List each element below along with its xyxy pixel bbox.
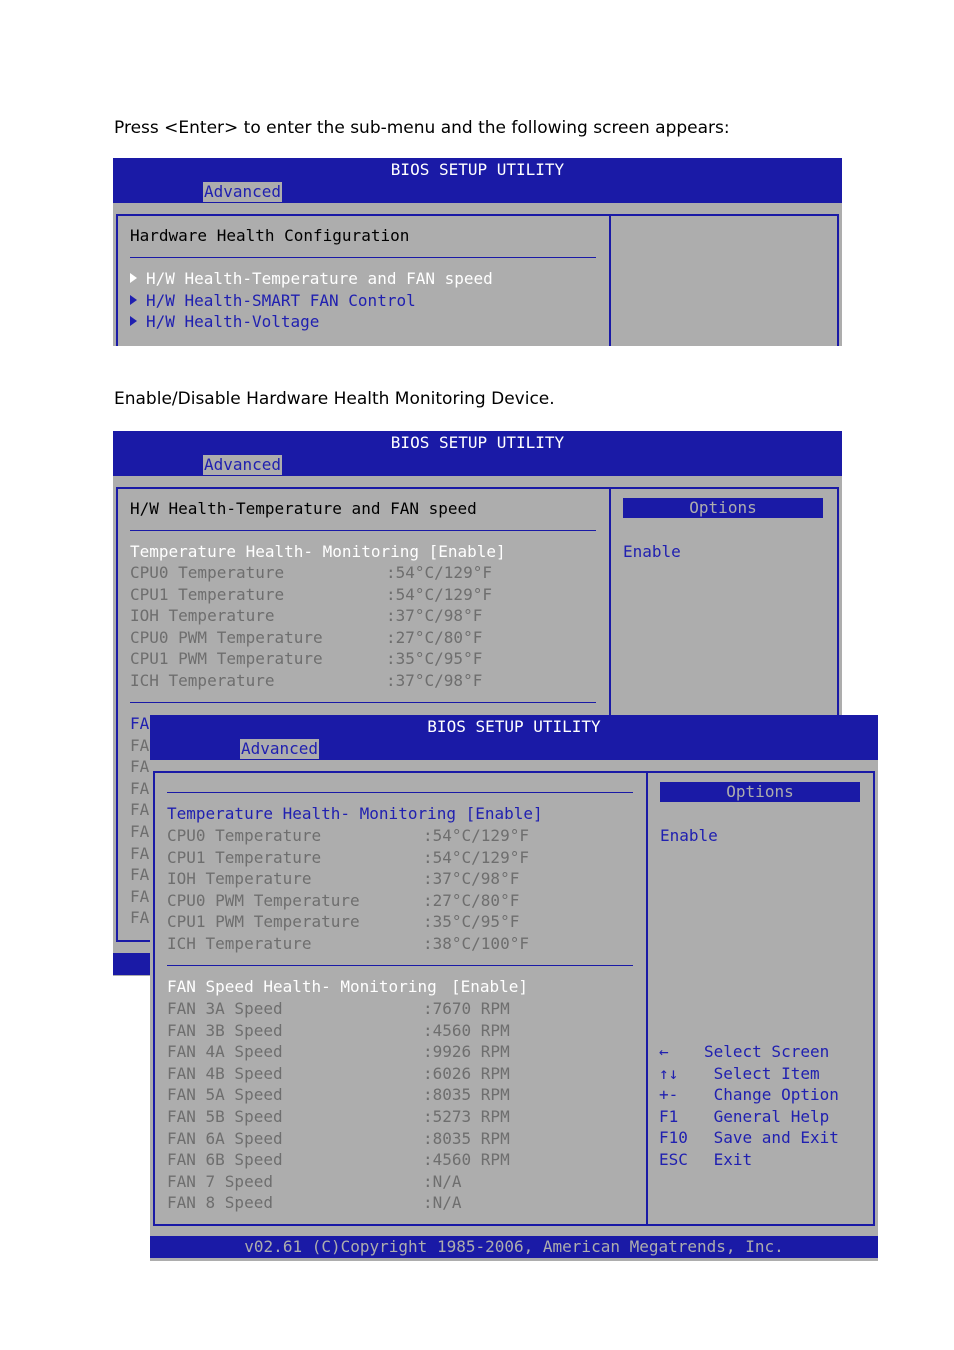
fan-row-stub: FA bbox=[130, 735, 150, 755]
temp-label: CPU0 PWM Temperature bbox=[130, 627, 323, 647]
bios-title: BIOS SETUP UTILITY bbox=[150, 715, 878, 738]
divider bbox=[130, 530, 596, 531]
temp-monitoring-setting[interactable]: Temperature Health- Monitoring [Enable] bbox=[167, 804, 543, 823]
bios-title: BIOS SETUP UTILITY bbox=[113, 158, 842, 181]
divider bbox=[167, 792, 633, 793]
fan-speed-label: FAN 7 Speed bbox=[167, 1171, 273, 1191]
fan-speed-label: FAN 5A Speed bbox=[167, 1085, 283, 1105]
help-key: ← bbox=[659, 1042, 669, 1061]
fan-speed-label: FAN 3B Speed bbox=[167, 1020, 283, 1040]
fan-speed-label: FAN 3A Speed bbox=[167, 999, 283, 1018]
bios-screen-temp-fan-full bbox=[150, 715, 878, 1261]
options-header: Options bbox=[623, 498, 823, 518]
temp-value: :54°C/129°F bbox=[423, 847, 529, 867]
fan-speed-value: :N/A bbox=[423, 1193, 462, 1213]
help-text: Select Screen bbox=[704, 1042, 830, 1061]
tab-advanced[interactable]: Advanced bbox=[241, 739, 319, 758]
fan-row-stub: FA bbox=[130, 886, 150, 906]
fan-row-stub: FA bbox=[130, 843, 150, 863]
submenu-arrow-icon bbox=[130, 295, 137, 305]
temp-value: :54°C/129°F bbox=[386, 584, 492, 604]
fan-speed-label: FAN 6A Speed bbox=[167, 1128, 283, 1148]
fan-speed-value: :N/A bbox=[423, 1171, 462, 1191]
menu-bar bbox=[150, 738, 878, 760]
temp-value: :35°C/95°F bbox=[423, 912, 520, 932]
temp-value: :54°C/129°F bbox=[423, 826, 529, 845]
temp-value: :54°C/129°F bbox=[386, 563, 492, 582]
tab-advanced[interactable]: Advanced bbox=[204, 455, 282, 474]
fan-monitoring-value[interactable]: [Enable] bbox=[451, 977, 529, 996]
help-key: ESC bbox=[659, 1150, 688, 1169]
fan-speed-value: :8035 RPM bbox=[423, 1128, 510, 1148]
temp-label: CPU0 Temperature bbox=[130, 563, 285, 582]
help-text: Select Item bbox=[704, 1063, 820, 1083]
temp-label: IOH Temperature bbox=[167, 869, 312, 889]
fan-row-stub: FA bbox=[130, 778, 150, 798]
fan-speed-value: :5273 RPM bbox=[423, 1107, 510, 1126]
help-text: Change Option bbox=[704, 1085, 839, 1105]
help-text: Save and Exit bbox=[704, 1128, 839, 1148]
fan-speed-value: :4560 RPM bbox=[423, 1020, 510, 1040]
menu-item-temp-fan[interactable]: H/W Health-Temperature and FAN speed bbox=[130, 268, 493, 290]
options-value: Enable bbox=[623, 542, 681, 561]
divider bbox=[130, 257, 596, 258]
temp-label: CPU0 Temperature bbox=[167, 826, 322, 845]
submenu-arrow-icon bbox=[130, 273, 137, 283]
temp-label: CPU0 PWM Temperature bbox=[167, 890, 360, 910]
footer-copyright: v02.61 (C)Copyright 1985-2006, American Megatrends, Inc. bbox=[150, 1236, 878, 1258]
tab-advanced[interactable]: Advanced bbox=[204, 182, 282, 201]
temp-label: CPU1 Temperature bbox=[167, 847, 322, 867]
options-value: Enable bbox=[660, 826, 718, 845]
fan-speed-label: FAN 4A Speed bbox=[167, 1042, 283, 1062]
help-key: ↑↓ bbox=[659, 1063, 679, 1083]
temp-value: :35°C/95°F bbox=[386, 649, 483, 669]
fan-row-stub: FA bbox=[130, 800, 150, 820]
fan-speed-value: :8035 RPM bbox=[423, 1085, 510, 1105]
temp-value: :37°C/98°F bbox=[386, 671, 483, 690]
help-panel bbox=[609, 214, 839, 346]
menu-bar bbox=[113, 181, 842, 203]
fan-speed-value: :7670 RPM bbox=[423, 999, 510, 1018]
intro-text: Press <Enter> to enter the sub-menu and the following screen appears: bbox=[114, 118, 730, 138]
divider bbox=[130, 702, 596, 703]
menu-bar bbox=[113, 454, 842, 476]
temp-label: CPU1 PWM Temperature bbox=[130, 649, 323, 669]
fan-row-stub: FA bbox=[130, 822, 150, 841]
fan-row-stub: FA bbox=[130, 757, 150, 777]
menu-item-smart-fan[interactable]: H/W Health-SMART FAN Control bbox=[130, 290, 416, 312]
fan-monitoring-setting[interactable] bbox=[167, 976, 437, 998]
options-header: Options bbox=[660, 782, 860, 802]
temp-value: :27°C/80°F bbox=[386, 627, 483, 647]
fan-speed-label: FAN 8 Speed bbox=[167, 1193, 273, 1213]
fan-speed-label: FAN 5B Speed bbox=[167, 1107, 283, 1126]
help-key: +- bbox=[659, 1085, 679, 1105]
fan-row-stub: FA bbox=[130, 865, 150, 885]
temp-value: :27°C/80°F bbox=[423, 890, 520, 910]
temp-label: CPU1 PWM Temperature bbox=[167, 912, 360, 932]
fan-speed-value: :4560 RPM bbox=[423, 1150, 510, 1170]
temp-label: ICH Temperature bbox=[130, 671, 275, 690]
menu-item-voltage[interactable]: H/W Health-Voltage bbox=[130, 311, 319, 333]
temp-monitoring-setting[interactable]: Temperature Health- Monitoring [Enable] bbox=[130, 542, 506, 561]
fan-speed-value: :6026 RPM bbox=[423, 1063, 510, 1083]
bios-title: BIOS SETUP UTILITY bbox=[113, 431, 842, 454]
temp-label: ICH Temperature bbox=[167, 934, 312, 953]
page-title: H/W Health-Temperature and FAN speed bbox=[130, 499, 477, 518]
page-title: Hardware Health Configuration bbox=[130, 226, 410, 245]
mid-text: Enable/Disable Hardware Health Monitoring Device. bbox=[114, 389, 555, 409]
fan-row-stub: FA bbox=[130, 714, 150, 733]
help-key: F10 bbox=[659, 1128, 688, 1148]
fan-monitoring-label: FAN Speed Health- Monitoring bbox=[167, 977, 437, 996]
temp-value: :37°C/98°F bbox=[386, 606, 483, 626]
fan-speed-label: FAN 4B Speed bbox=[167, 1063, 283, 1083]
help-text: Exit bbox=[704, 1150, 753, 1169]
temp-label: CPU1 Temperature bbox=[130, 584, 285, 604]
temp-label: IOH Temperature bbox=[130, 606, 275, 626]
bios-screen-hw-config bbox=[113, 158, 842, 346]
fan-speed-label: FAN 6B Speed bbox=[167, 1150, 283, 1170]
temp-value: :37°C/98°F bbox=[423, 869, 520, 889]
help-text: General Help bbox=[704, 1106, 830, 1126]
divider bbox=[167, 965, 633, 966]
submenu-arrow-icon bbox=[130, 316, 137, 326]
temp-value: :38°C/100°F bbox=[423, 934, 529, 953]
fan-row-stub: FA bbox=[130, 908, 150, 928]
help-key: F1 bbox=[659, 1106, 679, 1126]
fan-speed-value: :9926 RPM bbox=[423, 1042, 510, 1062]
